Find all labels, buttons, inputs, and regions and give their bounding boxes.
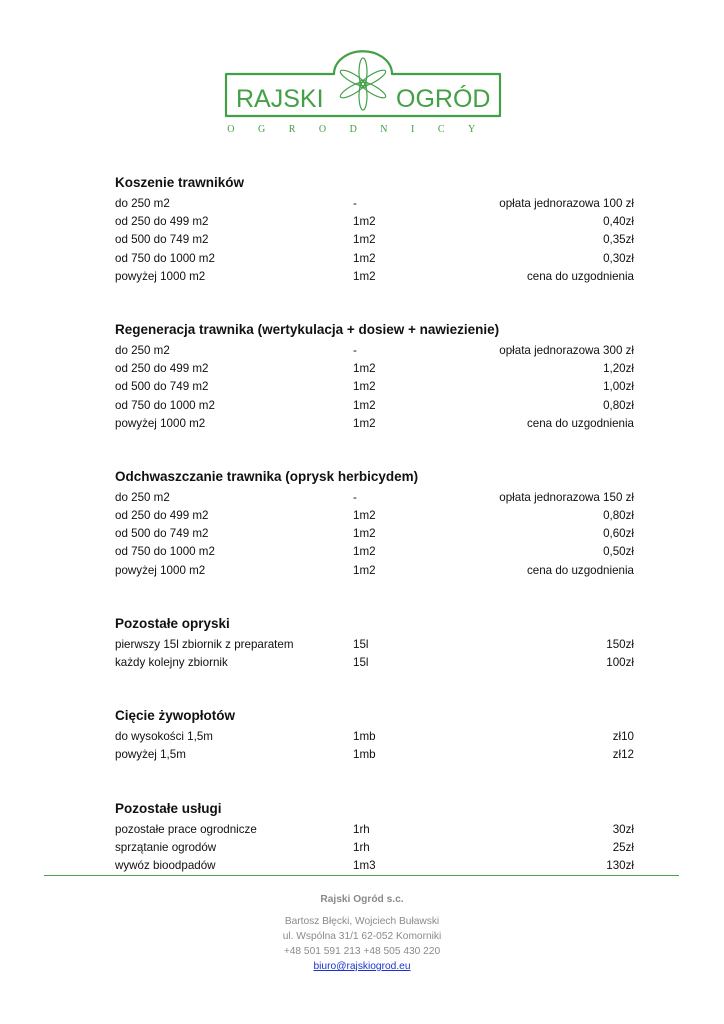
service-price: 0,50zł [603, 545, 634, 559]
service-price: 1,20zł [603, 362, 634, 376]
service-unit: 1mb [353, 748, 376, 762]
service-unit: 15l [353, 656, 369, 669]
price-row [115, 746, 634, 764]
price-row [115, 507, 634, 525]
service-price: 150zł [606, 637, 634, 651]
price-row [115, 654, 634, 672]
logo-name-left: RAJSKI [236, 85, 324, 113]
price-section [115, 705, 634, 764]
service-unit: 1m2 [353, 362, 376, 376]
service-description: powyżej 1000 m2 [115, 563, 206, 577]
service-unit: 1m2 [353, 215, 376, 229]
service-unit: 1m2 [353, 380, 376, 394]
service-description: sprzątanie ogrodów [115, 840, 217, 854]
service-price: 0,80zł [603, 398, 634, 412]
price-section [115, 798, 634, 876]
service-description: od 750 do 1000 m2 [115, 398, 215, 412]
section-title: Cięcie żywopłotów [115, 708, 236, 724]
service-unit: 1m2 [353, 269, 376, 283]
service-description: powyżej 1,5m [115, 748, 186, 762]
service-unit: 1m2 [353, 527, 376, 541]
service-unit: 1rh [353, 840, 370, 854]
price-section [115, 172, 634, 286]
service-unit: - [353, 490, 357, 504]
price-row [115, 839, 634, 857]
service-price: zł12 [612, 748, 634, 762]
price-row [115, 415, 634, 433]
service-unit: 1m2 [353, 398, 376, 412]
footer [0, 892, 724, 974]
service-price: 0,30zł [603, 251, 634, 265]
footer-email-link[interactable]: biuro@rajskiogrod.eu [313, 961, 411, 972]
service-price: 130zł [606, 858, 634, 872]
service-price: 25zł [612, 840, 634, 854]
section-title: Odchwaszczanie trawnika (oprysk herbicydem) [115, 468, 419, 484]
service-description: powyżej 1000 m2 [115, 416, 206, 430]
price-row [115, 250, 634, 268]
price-row [115, 728, 634, 746]
service-price: opłata jednorazowa 100 zł [499, 197, 634, 210]
price-section [115, 319, 634, 433]
service-price: cena do uzgodnienia [526, 269, 634, 283]
logo-tagline: OGRODNICY [227, 124, 499, 135]
footer-company: Rajski Ogród s.c. [320, 894, 404, 905]
price-row [115, 525, 634, 543]
service-description: od 500 do 749 m2 [115, 380, 209, 394]
logo-graphic [222, 44, 504, 136]
price-row [115, 342, 634, 360]
service-price: opłata jednorazowa 300 zł [499, 343, 634, 357]
price-row [115, 268, 634, 286]
service-price: 0,60zł [603, 527, 634, 541]
service-description: od 250 do 499 m2 [115, 362, 209, 376]
service-description: każdy kolejny zbiornik [115, 656, 228, 669]
price-section [115, 466, 634, 580]
service-description: od 750 do 1000 m2 [115, 251, 215, 265]
service-unit: 15l [353, 637, 369, 651]
service-price: opłata jednorazowa 150 zł [499, 490, 634, 504]
service-unit: 1m2 [353, 233, 376, 247]
price-list [115, 172, 634, 908]
service-unit: - [353, 343, 357, 357]
price-row [115, 636, 634, 654]
price-row [115, 397, 634, 415]
price-row [115, 213, 634, 231]
service-unit: 1m2 [353, 545, 376, 559]
service-unit: 1m3 [353, 858, 376, 872]
service-price: 0,40zł [603, 215, 634, 229]
section-title: Pozostałe usługi [115, 800, 222, 816]
service-description: wywóz bioodpadów [115, 858, 216, 872]
price-row [115, 231, 634, 249]
price-row [115, 821, 634, 839]
service-unit: 1mb [353, 730, 376, 744]
price-row [115, 562, 634, 580]
footer-divider [44, 875, 679, 876]
service-description: do 250 m2 [115, 197, 170, 210]
service-price: 0,35zł [603, 233, 634, 247]
service-description: pozostałe prace ogrodnicze [115, 822, 257, 836]
price-section [115, 613, 634, 672]
service-description: do 250 m2 [115, 343, 170, 357]
price-row [115, 857, 634, 875]
service-unit: 1rh [353, 822, 370, 836]
price-row [115, 195, 634, 213]
footer-address: ul. Wspólna 31/1 62-052 Komorniki [282, 931, 442, 942]
section-title: Regeneracja trawnika (wertykulacja + dosiew + nawiezienie) [115, 321, 500, 337]
service-description: od 500 do 749 m2 [115, 527, 209, 541]
flower-icon [338, 58, 387, 110]
service-description: do 250 m2 [115, 490, 170, 504]
service-unit: 1m2 [353, 509, 376, 523]
logo-name-right: OGRÓD [396, 85, 491, 113]
service-description: od 500 do 749 m2 [115, 233, 209, 247]
service-unit: 1m2 [353, 416, 376, 430]
price-row [115, 360, 634, 378]
section-title: Koszenie trawników [115, 175, 245, 190]
footer-phones: +48 501 591 213 +48 505 430 220 [283, 946, 441, 957]
service-price: cena do uzgodnienia [526, 416, 634, 430]
service-unit: 1m2 [353, 563, 376, 577]
service-price: 100zł [606, 656, 634, 669]
service-description: od 250 do 499 m2 [115, 509, 209, 523]
service-unit: 1m2 [353, 251, 376, 265]
service-price: 0,80zł [603, 509, 634, 523]
service-price: cena do uzgodnienia [526, 563, 634, 577]
service-description: pierwszy 15l zbiornik z preparatem [115, 637, 294, 651]
company-logo [222, 44, 504, 136]
service-price: zł10 [612, 730, 634, 744]
section-title: Pozostałe opryski [115, 615, 230, 631]
price-row [115, 543, 634, 561]
service-price: 1,00zł [603, 380, 634, 394]
service-description: od 750 do 1000 m2 [115, 545, 215, 559]
footer-owners: Bartosz Błęcki, Wojciech Buławski [284, 916, 440, 927]
service-unit: - [353, 197, 357, 210]
service-price: 30zł [612, 822, 634, 836]
price-row [115, 489, 634, 507]
service-description: do wysokości 1,5m [115, 730, 213, 744]
service-description: powyżej 1000 m2 [115, 269, 206, 283]
service-description: od 250 do 499 m2 [115, 215, 209, 229]
price-row [115, 378, 634, 396]
